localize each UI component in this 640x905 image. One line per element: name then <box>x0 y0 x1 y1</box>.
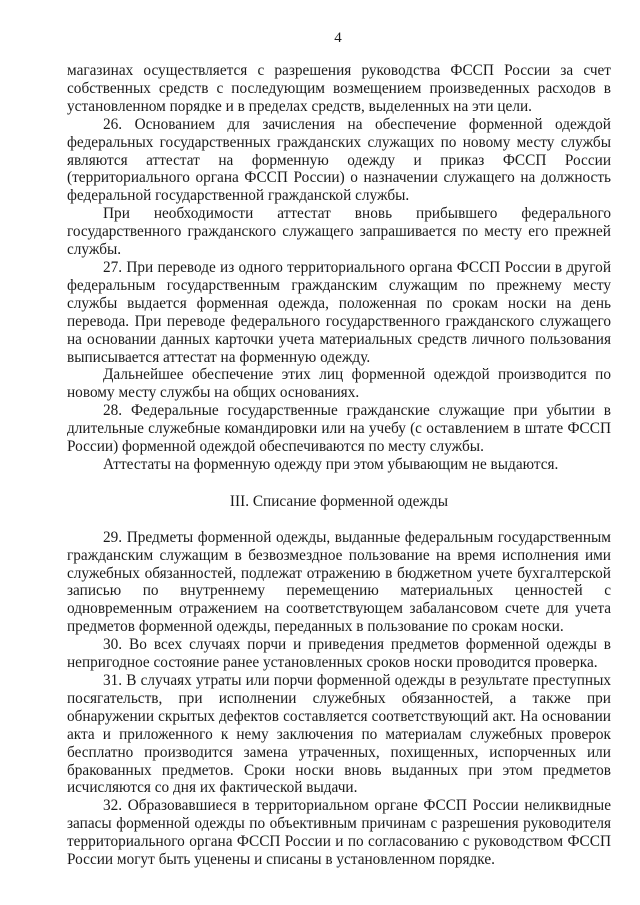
paragraph-27: 27. При переводе из одного территориального органа ФССП России в другой федеральным государственным гражданским служащим по прежнему месту службы выдается форменная одежда, положенная по срокам носки на день перевода. При переводе федерального государственного гражданского служащего на основании данных карточки учета материальных средств личного пользования выписывается аттестат на форменную одежду. <box>67 258 611 366</box>
paragraph-31: 31. В случаях утраты или порчи форменной одежды в результате преступных посягательств, при исполнении служебных обязанностей, а также при обнаружении скрытых дефектов составляется соответствующий акт. На основании акта и приложенного к нему заключения по материалам служебных проверок бесплатно производится замена утраченных, похищенных, испорченных или бракованных предметов. Сроки носки вновь выданных при этом предметов исчисляются со дня их фактической выдачи. <box>67 672 611 797</box>
paragraph-26-note: При необходимости аттестат вновь прибывшего федерального государственного гражданского служащего запрашивается по месту его прежней службы. <box>67 205 611 259</box>
document-body <box>67 62 611 869</box>
paragraph-28-note: Аттестаты на форменную одежду при этом убывающим не выдаются. <box>103 455 559 473</box>
paragraph-27-note: Дальнейшее обеспечение этих лиц форменной одеждой производится по новому месту службы на общих основаниях. <box>67 366 611 402</box>
page-number: 4 <box>334 30 342 46</box>
paragraph-26: 26. Основанием для зачисления на обеспечение форменной одеждой федеральных государственных гражданских служащих по новому месту службы являются аттестат на форменную одежду и приказ ФССП России (территориального органа ФССП России) о назначении служащего на должность федеральной государственной гражданской службы. <box>67 115 611 205</box>
paragraph-30: 30. Во всех случаях порчи и приведения предметов форменной одежды в непригодное состояние ранее установленных сроков носки проводится проверка. <box>67 636 611 672</box>
paragraph-28: 28. Федеральные государственные гражданские служащие при убытии в длительные служебные командировки или на учебу (с оставлением в штате ФССП России) форменной одеждой обеспечиваются по месту службы. <box>67 402 611 456</box>
paragraph-continuation: магазинах осуществляется с разрешения руководства ФССП России за счет собственных средств с последующим возмещением произведенных расходов в установленном порядке и в пределах средств, выделенных на эти цели. <box>67 62 611 115</box>
section-heading: III. Списание форменной одежды <box>229 492 449 510</box>
paragraph-29: 29. Предметы форменной одежды, выданные федеральным государственным гражданским служащим в безвозмездное пользование на время исполнения ими служебных обязанностей, подлежат отражению в бюджетном учете бухгалтерской записью по внутреннему перемещению материальных ценностей с одновременным отражением на соответствующем забалансовом счете для учета предметов форменной одежды, переданных в пользование по срокам носки. <box>67 528 611 636</box>
paragraph-32: 32. Образовавшиеся в территориальном органе ФССП России неликвидные запасы форменной одежды по объективным причинам с разрешения руководителя территориального органа ФССП России и по согласованию с руководством ФССП России могут быть уценены и списаны в установленном порядке. <box>67 797 611 869</box>
